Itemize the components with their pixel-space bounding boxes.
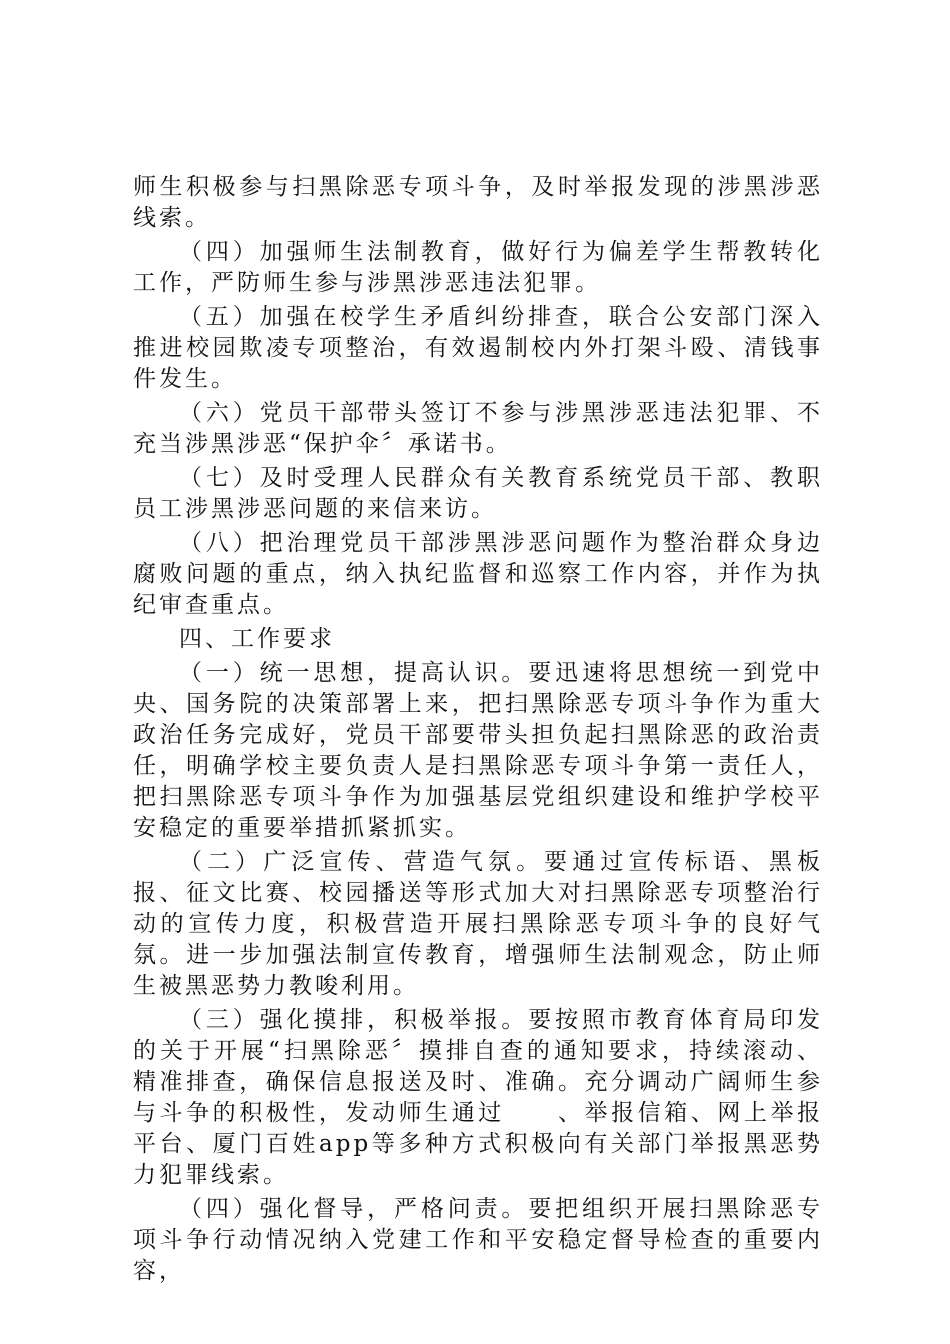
document-body bbox=[133, 172, 823, 1290]
paragraph-requirement-2: （二）广泛宣传、营造气氛。要通过宣传标语、黑板报、征文比赛、校园播送等形式加大对扫黑除恶专项整治行动的宣传力度，积极营造开展扫黑除恶专项斗争的良好气氛。进一步加强法制宣传教育，增强师生法制观念，防止师生被黑恶势力教唆利用。 bbox=[133, 849, 823, 999]
paragraph-item-4: （四）加强师生法制教育，做好行为偏差学生帮教转化工作，严防师生参与涉黑涉恶违法犯罪。 bbox=[133, 239, 823, 296]
paragraph-requirement-1: （一）统一思想，提高认识。要迅速将思想统一到党中央、国务院的决策部署上来，把扫黑除恶专项斗争作为重大政治任务完成好，党员干部要带头担负起扫黑除恶的政治责任，明确学校主要负责人是扫黑除恶专项斗争第一责任人，把扫黑除恶专项斗争作为加强基层党组织建设和维护学校平安稳定的重要举措抓紧抓实。 bbox=[133, 660, 823, 841]
paragraph-requirement-4: （四）强化督导，严格问责。要把组织开展扫黑除恶专项斗争行动情况纳入党建工作和平安稳定督导检查的重要内容， bbox=[133, 1196, 823, 1284]
paragraph-item-8: （八）把治理党员干部涉黑涉恶问题作为整治群众身边腐败问题的重点，纳入执纪监督和巡察工作内容，并作为执纪审查重点。 bbox=[133, 530, 823, 618]
paragraph-continuation: 师生积极参与扫黑除恶专项斗争，及时举报发现的涉黑涉恶线索。 bbox=[133, 174, 823, 231]
section-heading-work-requirements: 四、工作要求 bbox=[179, 626, 335, 652]
paragraph-requirement-3: （三）强化摸排，积极举报。要按照市教育体育局印发的关于开展“扫黑除恶〞摸排自查的通知要求，持续滚动、精准排查，确保信息报送及时、准确。充分调动广阔师生参与斗争的积极性，发动师生通过 、举报信箱、网上举报平台、厦门百姓app等多种方式积极向有关部门举报黑恶势力犯罪线索。 bbox=[133, 1007, 823, 1188]
paragraph-item-6: （六）党员干部带头签订不参与涉黑涉恶违法犯罪、不充当涉黑涉恶“保护伞〞承诺书。 bbox=[133, 400, 823, 457]
paragraph-item-7: （七）及时受理人民群众有关教育系统党员干部、教职员工涉黑涉恶问题的来信来访。 bbox=[133, 465, 823, 522]
paragraph-item-5: （五）加强在校学生矛盾纠纷排查，联合公安部门深入推进校园欺凌专项整治，有效遏制校内外打架斗殴、清钱事件发生。 bbox=[133, 304, 823, 392]
